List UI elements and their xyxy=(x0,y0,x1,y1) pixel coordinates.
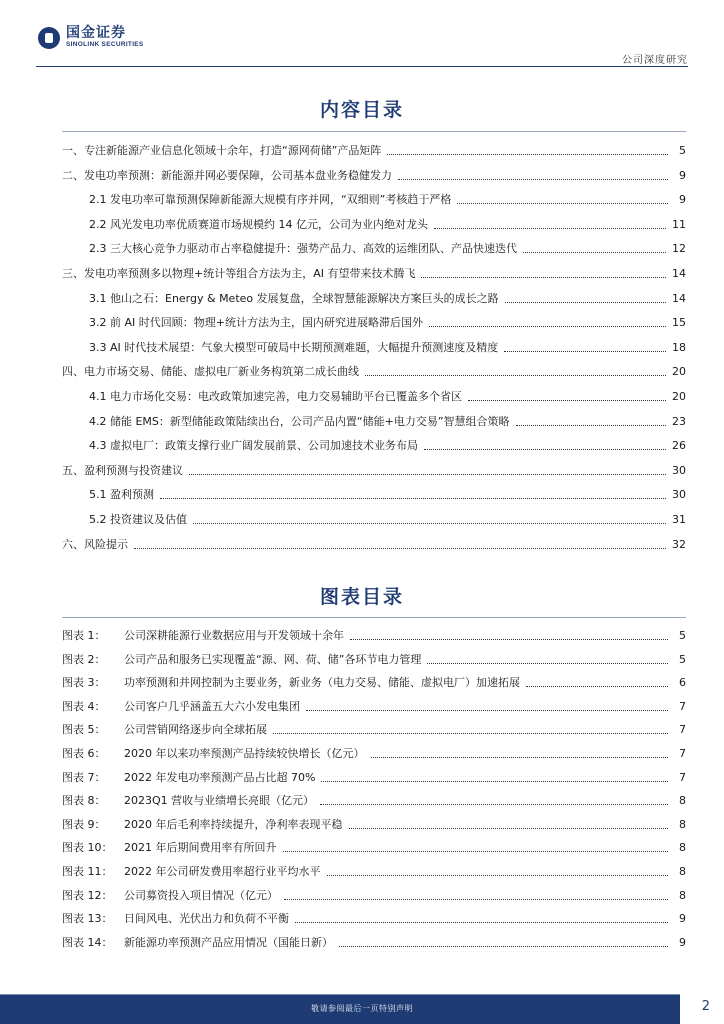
toc-entry-page: 20 xyxy=(672,365,686,378)
figure-entry-page: 5 xyxy=(679,653,686,666)
figure-leader-dots xyxy=(284,899,668,900)
figure-entry-title: 功率预测和并网控制为主要业务，新业务（电力交易、储能、虚拟电厂）加速拓展 xyxy=(124,676,520,689)
toc-subsection-entry[interactable] xyxy=(89,290,686,306)
toc-section-entry[interactable] xyxy=(62,462,686,478)
toc-leader-dots xyxy=(516,425,666,426)
figure-leader-dots xyxy=(273,733,668,734)
figure-entry-page: 8 xyxy=(679,865,686,878)
figure-leader-dots xyxy=(295,922,668,923)
toc-entry-title: 2.2 风光发电功率优质赛道市场规模约 14 亿元，公司为业内绝对龙头 xyxy=(89,218,428,231)
toc-entry-page: 14 xyxy=(672,292,686,305)
toc-entry-title: 5.2 投资建议及估值 xyxy=(89,513,187,526)
figure-leader-dots xyxy=(349,828,669,829)
figure-entry[interactable] xyxy=(62,651,686,667)
toc-leader-dots xyxy=(505,302,666,303)
figure-entry-page: 8 xyxy=(679,794,686,807)
toc-title: 内容目录 xyxy=(319,99,404,121)
figure-entry-page: 7 xyxy=(679,771,686,784)
page-header xyxy=(0,0,724,68)
toc-leader-dots xyxy=(457,203,668,204)
toc-subsection-entry[interactable] xyxy=(89,511,686,527)
figure-entry-label: 图表 2： xyxy=(62,653,106,666)
figure-entry-label: 图表 11： xyxy=(62,865,113,878)
company-logo xyxy=(38,26,144,49)
toc-leader-dots xyxy=(429,326,666,327)
toc-subsection-entry[interactable] xyxy=(89,339,686,355)
figure-entry-label: 图表 8： xyxy=(62,794,106,807)
figure-entry-label: 图表 12： xyxy=(62,889,113,902)
toc-entry-page: 14 xyxy=(672,267,686,280)
figure-entry[interactable] xyxy=(62,698,686,714)
figure-entry-page: 7 xyxy=(679,747,686,760)
figure-leader-dots xyxy=(350,639,668,640)
toc-leader-dots xyxy=(398,179,668,180)
toc-leader-dots xyxy=(365,375,666,376)
toc-entry-page: 31 xyxy=(672,513,686,526)
toc-entry-page: 32 xyxy=(672,538,686,551)
figure-leader-dots xyxy=(283,851,669,852)
toc-leader-dots xyxy=(193,523,666,524)
figure-entry-label: 图表 13： xyxy=(62,912,113,925)
toc-leader-dots xyxy=(468,400,666,401)
figure-leader-dots xyxy=(371,757,669,758)
toc-leader-dots xyxy=(387,154,668,155)
toc-entry-page: 18 xyxy=(672,341,686,354)
toc-entry-page: 20 xyxy=(672,390,686,403)
figure-leader-dots xyxy=(526,686,668,687)
figure-entry-page: 8 xyxy=(679,818,686,831)
toc-entry-title: 六、风险提示 xyxy=(62,538,128,551)
figure-entry-title: 2023Q1 营收与业绩增长亮眼（亿元） xyxy=(124,794,315,807)
figure-entry-title: 2022 年发电功率预测产品占比超 70% xyxy=(124,771,316,784)
figure-leader-dots xyxy=(427,663,668,664)
figure-entry-label: 图表 5： xyxy=(62,723,106,736)
figure-entry-page: 5 xyxy=(679,629,686,642)
toc-entry-title: 3.1 他山之石：Energy & Meteo 发展复盘，全球智慧能源解决方案巨头的成长之路 xyxy=(89,292,499,305)
figure-leader-dots xyxy=(306,710,668,711)
figure-entry[interactable] xyxy=(62,792,686,808)
toc-entry-title: 一、专注新能源产业信息化领域十余年，打造“源网荷储”产品矩阵 xyxy=(62,144,382,157)
toc-section-entry[interactable] xyxy=(62,167,686,183)
toc-subsection-entry[interactable] xyxy=(89,486,686,502)
figure-entry-title: 公司募资投入项目情况（亿元） xyxy=(124,889,278,902)
figure-entry-page: 9 xyxy=(679,912,686,925)
toc-entry-page: 26 xyxy=(672,439,686,452)
toc-entry-title: 4.1 电力市场化交易：电改政策加速完善，电力交易辅助平台已覆盖多个省区 xyxy=(89,390,462,403)
figure-entry[interactable] xyxy=(62,910,686,926)
figure-entry-page: 7 xyxy=(679,723,686,736)
toc-subsection-entry[interactable] xyxy=(89,437,686,453)
figures-title: 图表目录 xyxy=(319,586,404,608)
figure-entry[interactable] xyxy=(62,887,686,903)
figure-entry-title: 公司深耕能源行业数据应用与开发领域十余年 xyxy=(124,629,344,642)
figure-entry-page: 6 xyxy=(679,676,686,689)
toc-leader-dots xyxy=(523,252,666,253)
figure-entry-title: 公司客户几乎涵盖五大六小发电集团 xyxy=(124,700,300,713)
toc-entry-title: 5.1 盈利预测 xyxy=(89,488,154,501)
toc-section-entry[interactable] xyxy=(62,265,686,281)
figure-entry-page: 7 xyxy=(679,700,686,713)
toc-entry-title: 二、发电功率预测：新能源并网必要保障，公司基本盘业务稳健发力 xyxy=(62,169,392,182)
figure-leader-dots xyxy=(321,781,668,782)
toc-entry-title: 2.1 发电功率可靠预测保障新能源大规模有序并网，“双细则”考核趋于严格 xyxy=(89,193,452,206)
toc-subsection-entry[interactable] xyxy=(89,240,686,256)
figure-entry[interactable] xyxy=(62,863,686,879)
toc-entry-page: 30 xyxy=(672,464,686,477)
figures-title-divider xyxy=(62,617,686,618)
figure-entry-title: 日间风电、光伏出力和负荷不平衡 xyxy=(124,912,289,925)
figure-leader-dots xyxy=(327,875,669,876)
figure-entry[interactable] xyxy=(62,627,686,643)
figure-entry-label: 图表 6： xyxy=(62,747,106,760)
toc-section-entry[interactable] xyxy=(62,142,686,158)
toc-entry-page: 30 xyxy=(672,488,686,501)
figure-entry-label: 图表 7： xyxy=(62,771,106,784)
toc-entry-title: 2.3 三大核心竞争力驱动市占率稳健提升：强势产品力、高效的运维团队、产品快速迭代 xyxy=(89,242,517,255)
figure-entry-title: 新能源功率预测产品应用情况（国能日新） xyxy=(124,936,333,949)
toc-entry-title: 3.3 AI 时代技术展望：气象大模型可破局中长期预测难题，大幅提升预测速度及精度 xyxy=(89,341,499,354)
figure-entry-label: 图表 3： xyxy=(62,676,106,689)
toc-entry-title: 三、发电功率预测多以物理+统计等组合方法为主，AI 有望带来技术腾飞 xyxy=(62,267,416,280)
figure-leader-dots xyxy=(339,946,668,947)
figure-entry[interactable] xyxy=(62,769,686,785)
toc-leader-dots xyxy=(134,548,666,549)
figure-entry[interactable] xyxy=(62,674,686,690)
figure-entry-label: 图表 1： xyxy=(62,629,106,642)
header-divider xyxy=(36,66,688,67)
figure-entry-page: 9 xyxy=(679,936,686,949)
toc-section-entry[interactable] xyxy=(62,363,686,379)
figure-entry-title: 公司营销网络逐步向全球拓展 xyxy=(124,723,267,736)
toc-entry-page: 15 xyxy=(672,316,686,329)
toc-subsection-entry[interactable] xyxy=(89,413,686,429)
figure-entry[interactable] xyxy=(62,839,686,855)
figure-entry-page: 8 xyxy=(679,889,686,902)
page-number: 2 xyxy=(701,999,710,1014)
toc-entry-page: 5 xyxy=(679,144,686,157)
figure-leader-dots xyxy=(320,804,668,805)
figure-entry-label: 图表 14： xyxy=(62,936,113,949)
toc-subsection-entry[interactable] xyxy=(89,388,686,404)
figure-entry[interactable] xyxy=(62,745,686,761)
toc-title-divider xyxy=(62,131,686,132)
toc-subsection-entry[interactable] xyxy=(89,191,686,207)
sinolink-logo-icon xyxy=(38,27,60,49)
toc-leader-dots xyxy=(189,474,666,475)
toc-leader-dots xyxy=(434,228,666,229)
toc-entry-title: 4.3 虚拟电厂：政策支撑行业广阔发展前景、公司加速技术业务布局 xyxy=(89,439,418,452)
toc-leader-dots xyxy=(504,351,666,352)
toc-subsection-entry[interactable] xyxy=(89,216,686,232)
figure-entry-title: 2021 年后期间费用率有所回升 xyxy=(124,841,277,854)
toc-entry-title: 4.2 储能 EMS：新型储能政策陆续出台，公司产品内置“储能+电力交易”智慧组合策略 xyxy=(89,415,510,428)
toc-leader-dots xyxy=(160,498,666,499)
toc-entry-page: 12 xyxy=(672,242,686,255)
toc-leader-dots xyxy=(424,449,666,450)
toc-section-entry[interactable] xyxy=(62,536,686,552)
toc-subsection-entry[interactable] xyxy=(89,314,686,330)
toc-entry-title: 3.2 前 AI 时代回顾：物理+统计方法为主，国内研究进展略滞后国外 xyxy=(89,316,423,329)
figure-entry-title: 2020 年以来功率预测产品持续较快增长（亿元） xyxy=(124,747,365,760)
toc-entry-title: 四、电力市场交易、储能、虚拟电厂新业务构筑第二成长曲线 xyxy=(62,365,359,378)
toc-entry-page: 11 xyxy=(672,218,686,231)
report-type-label: 公司深度研究 xyxy=(622,55,688,66)
toc-entry-page: 23 xyxy=(672,415,686,428)
figure-entry[interactable] xyxy=(62,721,686,737)
figure-entry-label: 图表 4： xyxy=(62,700,106,713)
figure-entry-label: 图表 9： xyxy=(62,818,106,831)
figure-entry-title: 2022 年公司研发费用率超行业平均水平 xyxy=(124,865,321,878)
toc-leader-dots xyxy=(421,277,666,278)
figure-entry[interactable] xyxy=(62,934,686,950)
figure-entry-title: 2020 年后毛利率持续提升，净利率表现平稳 xyxy=(124,818,343,831)
toc-entry-page: 9 xyxy=(679,169,686,182)
figure-entry-page: 8 xyxy=(679,841,686,854)
figure-entry-title: 公司产品和服务已实现覆盖“源、网、荷、储”各环节电力管理 xyxy=(124,653,422,666)
figure-entry[interactable] xyxy=(62,816,686,832)
toc-entry-title: 五、盈利预测与投资建议 xyxy=(62,464,183,477)
logo-english-name: SINOLINK SECURITIES xyxy=(66,41,144,48)
figure-entry-label: 图表 10： xyxy=(62,841,113,854)
logo-chinese-name: 国金证券 xyxy=(66,25,126,41)
toc-entry-page: 9 xyxy=(679,193,686,206)
footer-disclaimer-note: 敬请参阅最后一页特别声明 xyxy=(311,1004,413,1013)
